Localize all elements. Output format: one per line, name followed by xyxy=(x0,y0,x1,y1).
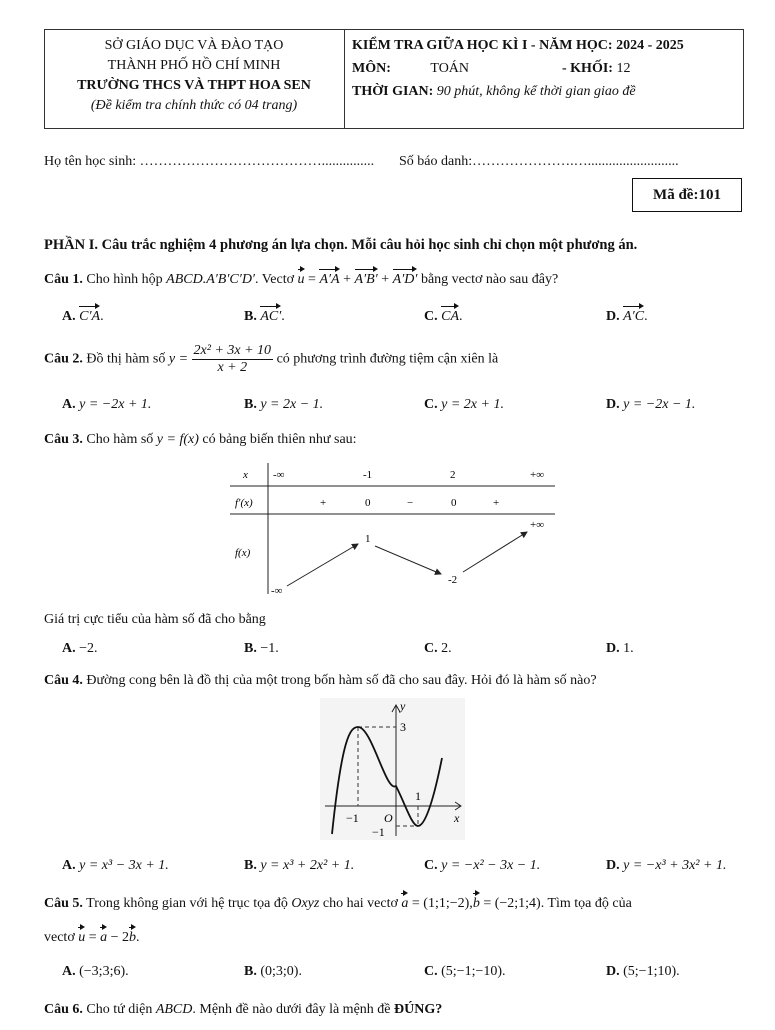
q5-b-value: = (−2;1;4) xyxy=(483,896,541,911)
exam-title: KIỂM TRA GIỮA HỌC KÌ I - NĂM HỌC: 2024 - 2025 xyxy=(352,38,684,53)
question-6 xyxy=(44,1002,442,1018)
header-divider xyxy=(344,29,345,128)
q4-answer-d[interactable]: D. y = −x³ + 3x² + 1. xyxy=(606,858,727,873)
graph-origin: O xyxy=(384,811,393,825)
q1-text-a: Cho hình hộp xyxy=(86,272,163,287)
function-graph xyxy=(320,698,465,840)
q1-eq: = xyxy=(308,272,316,287)
q6-bold: ĐÚNG xyxy=(394,1002,436,1017)
vt-f-minus-inf: -∞ xyxy=(271,585,283,597)
subject-value: TOÁN xyxy=(430,61,470,76)
exam-code: Mã đề:101 xyxy=(632,178,742,212)
graph-x-label: x xyxy=(454,811,460,825)
graph-y-label: y xyxy=(400,699,406,713)
vt-f-max: 1 xyxy=(365,533,371,545)
subject-line xyxy=(352,59,469,79)
q2-answer-a[interactable]: A. y = −2x + 1. xyxy=(62,397,152,412)
vt-zero-3: 0 xyxy=(451,497,457,509)
q2-answer-c[interactable]: C. y = 2x + 1. xyxy=(424,397,504,412)
q2-y: y = xyxy=(168,351,189,367)
q1-vec-t1: A′A xyxy=(319,272,340,287)
q6-abcd: ABCD xyxy=(155,1002,193,1017)
question-2 xyxy=(44,343,498,376)
graph-label-neg1-x: −1 xyxy=(346,811,359,825)
q3-func: y = f(x) xyxy=(156,432,199,447)
q4-answer-b[interactable]: B. y = x³ + 2x² + 1. xyxy=(244,858,355,873)
q5-text-a: Trong không gian với hệ trục tọa độ xyxy=(86,896,288,911)
time-line xyxy=(352,82,636,102)
question-5 xyxy=(44,896,632,912)
q4-answer-a[interactable]: A. y = x³ − 3x + 1. xyxy=(62,858,169,873)
graph-label-neg1-y: −1 xyxy=(372,825,385,839)
question-1 xyxy=(44,272,558,288)
city-name: THÀNH PHỐ HỒ CHÍ MINH xyxy=(107,58,281,73)
q2-answer-b[interactable]: B. y = 2x − 1. xyxy=(244,397,324,412)
question-4 xyxy=(44,673,597,689)
graph-label-3: 3 xyxy=(400,720,406,734)
student-name-line: Họ tên học sinh: …………………………………............... xyxy=(44,154,375,169)
q5-answer-b[interactable]: B. (0;3;0). xyxy=(244,964,302,979)
q5-text-c: . Tìm tọa độ của xyxy=(540,896,632,911)
graph-label-1: 1 xyxy=(415,789,421,803)
vt-sign-4: + xyxy=(493,497,500,509)
q1-answer-b-vec: AC′ xyxy=(260,309,282,324)
q5-text-b: cho hai vectơ xyxy=(322,896,398,911)
q5-answer-a[interactable]: A. (−3;3;6). xyxy=(62,964,129,979)
vt-sign-0: + xyxy=(320,497,327,509)
vt-x-0: -∞ xyxy=(273,469,285,481)
q1-answer-c[interactable]: C. CA. xyxy=(424,309,463,324)
q1-vec-u: u xyxy=(297,272,305,287)
variation-table xyxy=(225,458,565,598)
subject-label: MÔN: xyxy=(352,61,391,76)
q1-vec-t3: A′D′ xyxy=(392,272,418,287)
q1-answer-a-vec: C′A xyxy=(79,309,101,324)
q3-text-b: có bảng biến thiên như sau: xyxy=(202,432,357,447)
q5-vec-u-a: a xyxy=(100,930,108,945)
grade-label: - KHỐI: xyxy=(562,61,613,76)
q2-fraction xyxy=(192,343,274,376)
q3-text-a: Cho hàm số xyxy=(86,432,154,447)
q2-text-a: Đồ thị hàm số xyxy=(86,351,166,367)
q5-vec-u-b: b xyxy=(129,930,137,945)
vt-f-min: -2 xyxy=(448,574,458,586)
vt-x-label: x xyxy=(243,469,248,481)
vt-x-3: +∞ xyxy=(530,469,545,481)
q6-text-b: . Mệnh đề nào dưới đây là mệnh đề xyxy=(192,1002,391,1017)
q2-numerator: 2x² + 3x + 10 xyxy=(193,343,272,358)
school-name: TRƯỜNG THCS VÀ THPT HOA SEN xyxy=(77,78,311,93)
student-id-line: Số báo danh:………………….….......................... xyxy=(399,154,679,169)
grade-line xyxy=(562,59,630,79)
q5-number: Câu 5. xyxy=(44,896,83,911)
vt-f-label: f(x) xyxy=(235,547,251,559)
q6-number: Câu 6. xyxy=(44,1002,83,1017)
grade-value: 12 xyxy=(616,61,631,76)
question-3 xyxy=(44,432,357,448)
q5-u-minus: − 2 xyxy=(110,930,130,945)
vt-sign-2: − xyxy=(407,497,414,509)
vt-zero-1: 0 xyxy=(365,497,371,509)
q2-answer-d[interactable]: D. y = −2x − 1. xyxy=(606,397,696,412)
q3-answer-a[interactable]: A. −2. xyxy=(62,641,98,656)
q2-denominator: x + 2 xyxy=(217,360,248,375)
q5-vec-a: a xyxy=(401,896,409,911)
q5-text-d: vectơ xyxy=(44,930,75,945)
q1-number: Câu 1. xyxy=(44,272,83,287)
vt-arrow-up-1 xyxy=(287,544,358,586)
q5-answer-d[interactable]: D. (5;−1;10). xyxy=(606,964,680,979)
q1-box: ABCD.A′B′C′D′ xyxy=(166,272,255,287)
time-label: THỜI GIAN: xyxy=(352,84,434,99)
q5-a-value: = (1;1;−2), xyxy=(411,896,473,911)
q1-answer-c-vec: CA xyxy=(441,309,460,324)
q3-answer-c[interactable]: C. 2. xyxy=(424,641,452,656)
vt-arrow-up-2 xyxy=(463,532,527,572)
q5-dot: . xyxy=(136,930,140,945)
vt-arrow-down xyxy=(375,546,441,574)
q1-plus-2: + xyxy=(381,272,390,287)
q5-vec-u: u xyxy=(78,930,86,945)
q3-answer-b[interactable]: B. −1. xyxy=(244,641,279,656)
q1-vec-t2: A′B′ xyxy=(354,272,378,287)
q4-number: Câu 4. xyxy=(44,673,83,688)
q2-text-b: có phương trình đường tiệm cận xiên là xyxy=(276,351,499,367)
q1-plus-1: + xyxy=(343,272,352,287)
q5-line-2 xyxy=(44,930,140,946)
q1-text-b: . Vectơ xyxy=(255,272,295,287)
q1-answer-a[interactable]: A. C′A. xyxy=(62,309,104,324)
time-value: 90 phút, không kể thời gian giao đề xyxy=(436,84,636,99)
part-title: PHẦN I. Câu trắc nghiệm 4 phương án lựa chọn. Mỗi câu hỏi học sinh chỉ chọn một phương án. xyxy=(44,237,638,253)
q1-text-c: bằng vectơ nào sau đây? xyxy=(420,272,559,287)
vt-fp-label: f′(x) xyxy=(235,497,253,509)
q5-oxyz: Oxyz xyxy=(291,896,320,911)
q3-number: Câu 3. xyxy=(44,432,83,447)
department-name: SỞ GIÁO DỤC VÀ ĐÀO TẠO xyxy=(104,38,284,53)
vt-x-1: -1 xyxy=(363,469,373,481)
q5-u-eq: = xyxy=(88,930,97,945)
vt-x-2: 2 xyxy=(450,469,456,481)
q6-text-a: Cho tứ diện xyxy=(86,1002,153,1017)
q5-answer-c[interactable]: C. (5;−1;−10). xyxy=(424,964,506,979)
q4-answer-c[interactable]: C. y = −x² − 3x − 1. xyxy=(424,858,541,873)
q5-vec-b: b xyxy=(472,896,480,911)
q2-number: Câu 2. xyxy=(44,351,83,367)
q3-answer-d[interactable]: D. 1. xyxy=(606,641,634,656)
q6-qmark: ? xyxy=(435,1002,443,1017)
q1-answer-d-vec: A′C xyxy=(623,309,645,324)
page-count-note: (Đề kiểm tra chính thức có 04 trang) xyxy=(90,98,298,113)
q3-question: Giá trị cực tiểu của hàm số đã cho bằng xyxy=(44,612,266,627)
q1-answer-b[interactable]: B. AC′. xyxy=(244,309,285,324)
q4-text: Đường cong bên là đồ thị của một trong bốn hàm số đã cho sau đây. Hỏi đó là hàm số nào? xyxy=(86,673,597,688)
vt-f-plus-inf: +∞ xyxy=(530,519,545,531)
q1-answer-d[interactable]: D. A′C. xyxy=(606,309,648,324)
